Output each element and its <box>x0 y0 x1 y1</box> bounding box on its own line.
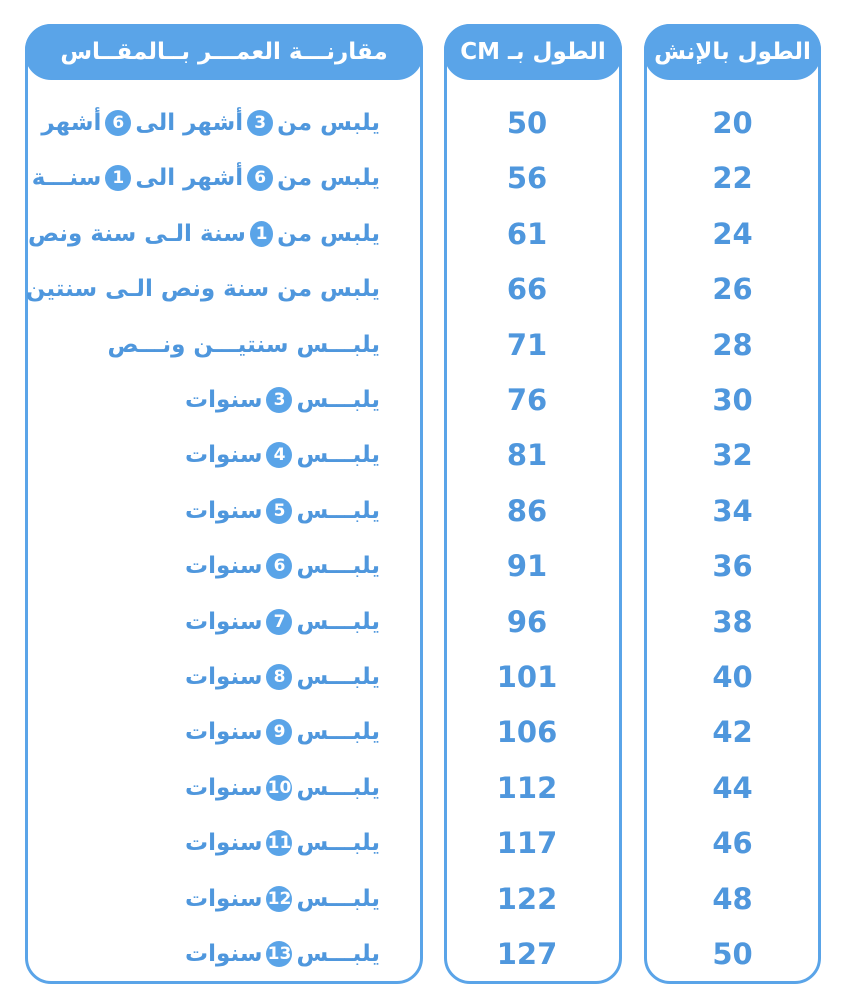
number-badge: 12 <box>266 886 292 912</box>
age-row <box>28 540 420 592</box>
age-middle: سنوات <box>185 553 263 580</box>
age-middle: أشهر الى <box>135 165 244 192</box>
age-middle: سنوات <box>185 885 263 912</box>
age-prefix: يلبـــس <box>296 941 380 967</box>
age-row <box>28 596 420 648</box>
number-badge: 5 <box>266 498 292 524</box>
cm-value: 106 <box>496 715 558 750</box>
age-prefix: يلبـــس <box>296 497 380 524</box>
cm-value: 66 <box>506 272 548 307</box>
cm-value: 112 <box>496 770 558 805</box>
inch-value: 26 <box>712 272 753 307</box>
age-middle: سنوات <box>185 387 263 413</box>
inch-column-header: الطول بالإنش <box>644 24 821 80</box>
cm-value: 117 <box>496 826 558 861</box>
inch-value: 50 <box>712 937 753 971</box>
age-row <box>28 97 420 149</box>
number-badge: 8 <box>266 664 292 690</box>
number-badge: 6 <box>247 165 273 191</box>
age-row <box>28 319 420 371</box>
number-badge: 13 <box>266 941 292 967</box>
cm-value: 96 <box>506 604 548 639</box>
age-prefix: يلبس من سنة ونص الـى سنتين <box>25 276 380 303</box>
cm-value: 50 <box>506 106 548 140</box>
age-prefix: يلبس من <box>277 165 380 192</box>
age-middle: سنوات <box>185 664 263 690</box>
cm-value: 61 <box>506 216 548 251</box>
number-badge: 3 <box>247 110 273 136</box>
inch-value: 30 <box>712 383 753 417</box>
age-row <box>28 762 420 814</box>
age-prefix: يلبـــس <box>296 608 380 635</box>
inch-value: 38 <box>712 604 753 639</box>
age-row <box>28 651 420 703</box>
number-badge: 4 <box>266 442 292 468</box>
number-badge: 6 <box>266 553 292 579</box>
cm-column <box>444 24 622 984</box>
age-suffix: سنـــة <box>31 165 102 192</box>
age-column-header: مقارنـــة العمـــر بــالمقــاس <box>25 24 423 80</box>
age-prefix: يلبـــس <box>296 719 380 746</box>
inch-value: 42 <box>712 715 753 750</box>
cm-value: 81 <box>506 438 548 473</box>
cm-value: 122 <box>496 881 558 916</box>
inch-value: 46 <box>712 826 753 861</box>
number-badge: 11 <box>266 830 292 856</box>
number-badge: 9 <box>266 719 292 745</box>
age-middle: سنوات <box>185 719 263 746</box>
age-prefix: يلبـــس <box>296 664 380 690</box>
age-prefix: يلبـــس <box>296 774 380 801</box>
inch-value: 44 <box>712 770 753 805</box>
age-row <box>28 873 420 925</box>
age-prefix: يلبس من <box>277 220 380 247</box>
age-row <box>28 706 420 758</box>
age-prefix: يلبـــس <box>296 553 380 580</box>
inch-value: 32 <box>712 438 753 473</box>
age-row <box>28 485 420 537</box>
cm-column-header: الطول بـ CM <box>444 24 622 80</box>
number-badge: 6 <box>105 110 131 136</box>
age-row <box>28 928 420 980</box>
age-row <box>28 208 420 260</box>
cm-value: 101 <box>496 660 558 694</box>
number-badge: 1 <box>105 165 131 191</box>
age-row <box>25 263 420 315</box>
inch-value: 22 <box>712 161 753 196</box>
inch-value: 40 <box>712 660 753 694</box>
age-row <box>28 152 420 204</box>
age-row <box>28 374 420 426</box>
cm-value: 71 <box>506 327 548 362</box>
age-middle: سنوات <box>185 774 263 801</box>
age-middle: سنوات <box>185 442 263 469</box>
inch-value: 20 <box>712 106 753 140</box>
age-prefix: يلبس من <box>277 110 380 136</box>
inch-column <box>644 24 821 984</box>
age-middle: سنوات <box>185 608 263 635</box>
number-badge: 1 <box>250 221 273 247</box>
number-badge: 3 <box>266 387 292 413</box>
cm-value: 91 <box>506 549 548 584</box>
age-prefix: يلبـــس <box>296 885 380 912</box>
cm-value: 127 <box>496 937 558 971</box>
inch-value: 34 <box>712 493 753 528</box>
age-prefix: يلبـــس <box>296 442 380 469</box>
cm-value: 56 <box>506 161 548 196</box>
age-middle: سنوات <box>185 941 263 967</box>
age-middle: سنوات <box>185 830 263 857</box>
age-prefix: يلبـــس سنتيـــن ونـــص <box>107 331 380 358</box>
inch-value: 28 <box>712 327 753 362</box>
age-row <box>28 429 420 481</box>
age-middle: سنوات <box>185 497 263 524</box>
age-middle: أشهر الى <box>135 110 244 136</box>
age-suffix: أشهر <box>41 110 102 136</box>
age-row <box>28 817 420 869</box>
inch-value: 48 <box>712 881 753 916</box>
cm-value: 86 <box>506 493 548 528</box>
age-middle: سنة الـى سنة ونص <box>28 220 246 247</box>
number-badge: 10 <box>266 775 292 801</box>
cm-value: 76 <box>506 383 548 417</box>
inch-value: 36 <box>712 549 753 584</box>
inch-value: 24 <box>712 216 753 251</box>
number-badge: 7 <box>266 609 292 635</box>
age-prefix: يلبـــس <box>296 830 380 857</box>
age-column <box>25 24 423 984</box>
age-prefix: يلبـــس <box>296 387 380 413</box>
